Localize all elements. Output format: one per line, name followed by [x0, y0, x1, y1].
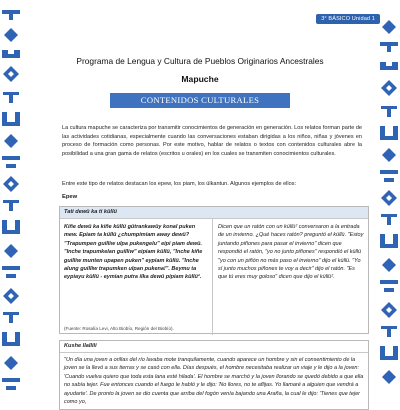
source-note: (Fuente: Rosalía Levi, Alto Biobío, Región del Biobío). — [64, 326, 174, 331]
epew-story-box — [59, 206, 369, 334]
epew-label: Epew — [62, 194, 78, 200]
grade-unit-badge: 3° BÁSICO Unidad 1 — [316, 14, 380, 24]
page-subtitle: Mapuche — [181, 74, 219, 84]
examples-intro: Entre este tipo de relatos destacan los epew, los piam, los ülkantun. Algunos ejemplos de ellos: — [62, 181, 297, 187]
kushe-story-text: "Un día una joven a orillas del río lavaba mote tranquilamente, cuando aparece un hombre y sin el consentimiento de la joven se la llevó a sus tierras y se casó con ella. Días después, el hombre necesitaba realizar un viaje y le dijo a la joven: 'Cuando vuelva quiero que toda esta lana esté hilada'. El hombre se marchó y la joven llorando se quedó debido a que ella no sabía tejer. Fue entonces cuando el fuego le habló y le dijo: 'No llores, no te aflijas. Yo llamaré a alguien que vendrá a ayudarte'. De pronto la joven se dio cuenta que arriba del fogón venía bajando una Araña, la cual le dijo: 'Tienes que tejer como yo, — [64, 357, 364, 406]
mapudungun-text: Kiñe dewü ka kiñe küllü gütrankawüy konal puken mew. Epiam ta küllü ¿chumpimiam away dewü? "Trapumpen guilliw ulpa pukengelu" eipi piam dewü. "Inche trapumkelan guilliw" eipiam küllü, "Inche kiñe guilliw munten upapen puken" eypiam küllü. "Inche alung guilliw trapumken ulpan pukena!". Beymu ta eypiayu küllü - eymian putra ilka dewü pipiam küllü². — [64, 224, 203, 281]
spanish-text: Dicen que un ratón con un küllü² conversaron a la entrada de un invierno. ¿Qué haces ratón? preguntó el küllü. "Estoy juntando piñones para pasar el invierno" dicen que respondió el ratón, "yo no junto piñones" respondió el küllü "yo con un piñón no más paso el invierno" dijo el küllü. "Yo sí junto muchos piñones te voy a decir" dijo el ratón. "Es que tú eres muy goloso" dicen que dijo el küllü². — [218, 224, 364, 281]
spanish-column — [213, 218, 368, 335]
program-title: Programa de Lengua y Cultura de Pueblos Originarios Ancestrales — [76, 56, 324, 66]
kushe-story-title: Kushe llallili — [60, 341, 368, 353]
intro-paragraph: La cultura mapuche se caracteriza por transmitir conocimientos de generación en generación. Los relatos forman parte de las actividades cotidianas, especialmente cuando las conversaciones estaban dirigidas a los niños, niñas y jóvenes en proceso de formación como personas. Por este motivo, hablar de relatos o textos con contenidos culturales abre la posibilidad a una gran gama de relatos (escritos u orales) en los cuales se transmiten conocimientos culturales. — [62, 125, 363, 157]
section-banner: CONTENIDOS CULTURALES — [110, 93, 290, 108]
epew-story-title: Tati dewü ka ti küllü — [60, 207, 368, 219]
mapudungun-column — [60, 218, 213, 335]
